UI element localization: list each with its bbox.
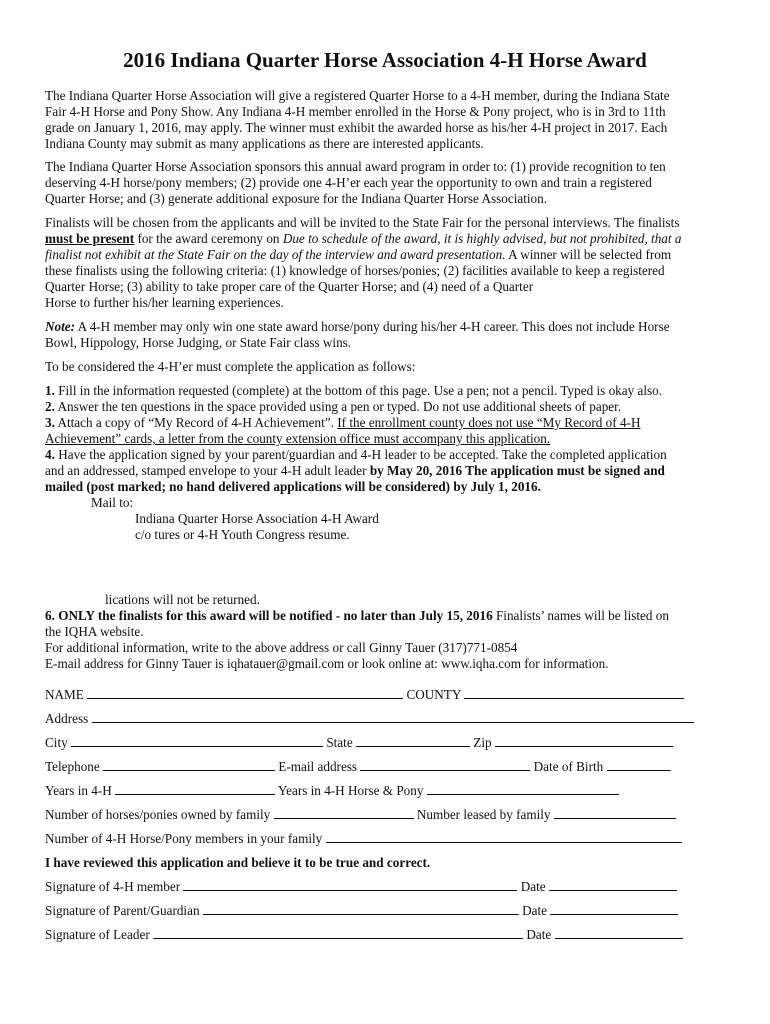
leased-label: Number leased by family <box>416 807 551 822</box>
state-label: State <box>326 735 353 750</box>
note-paragraph: Note: A 4-H member may only win one state award horse/pony during his/her 4-H career. This does not include Horse Bowl, Hippology, Horse Judging, or State Fair class wins. <box>45 319 717 351</box>
years-horse-label: Years in 4-H Horse & Pony <box>277 783 424 798</box>
sig-leader-field[interactable] <box>153 926 523 939</box>
intro-line: The Indiana Quarter Horse Association will give a registered Quarter Horse to a 4-H member, during the Indiana State <box>45 88 670 103</box>
step-6-cont: the IQHA website. <box>45 624 144 639</box>
address-label: Address <box>45 711 89 726</box>
notification-paragraph <box>45 608 717 672</box>
finalists-line: finalist not exhibit at the State Fair on the day of the interview and award presentation. A winner will be selected from <box>45 247 672 262</box>
returned-text: lications will not be returned. <box>105 592 260 607</box>
finalists-line: Quarter Horse; (3) ability to take proper care of the Quarter Horse; and (4) need of a Quarter <box>45 279 534 294</box>
city-label: City <box>45 735 68 750</box>
years-4h-field[interactable] <box>115 782 275 795</box>
finalists-line: Finalists will be chosen from the applicants and will be invited to the State Fair for the personal interviews. The finalists <box>45 215 680 230</box>
email-field[interactable] <box>360 758 530 771</box>
county-field[interactable] <box>464 686 684 699</box>
form-row-sig-leader <box>45 926 683 944</box>
owned-field[interactable] <box>274 806 414 819</box>
step-3: 3. Attach a copy of “My Record of 4-H Achievement”. If the enrollment county does not use “My Record of 4-H <box>45 415 641 430</box>
name-field[interactable] <box>87 686 403 699</box>
telephone-field[interactable] <box>103 758 275 771</box>
purpose-line: The Indiana Quarter Horse Association sponsors this annual award program in order to: (1) provide recognition to ten <box>45 159 666 174</box>
mail-address-line: c/o tures or 4-H Youth Congress resume. <box>135 527 350 542</box>
zip-field[interactable] <box>495 734 673 747</box>
sig-parent-date-field[interactable] <box>550 902 678 915</box>
step-4: 4. Have the application signed by your parent/guardian and 4-H leader to be accepted. Take the completed application <box>45 447 667 462</box>
name-label: NAME <box>45 687 84 702</box>
purpose-line: deserving 4-H horse/pony members; (2) provide one 4-H’er each year the opportunity to own and train a registered <box>45 175 652 190</box>
certify-statement: I have reviewed this application and believe it to be true and correct. <box>45 855 431 870</box>
members-field[interactable] <box>326 830 682 843</box>
intro-line: Indiana County may submit as many applications as there are interested applicants. <box>45 136 484 151</box>
address-field[interactable] <box>92 710 694 723</box>
form-row-members <box>45 830 682 848</box>
finalists-line: these finalists using the following criteria: (1) knowledge of horses/ponies; (2) facilities available to keep a registered <box>45 263 665 278</box>
contact-info: For additional information, write to the above address or call Ginny Tauer (317)771-0854 <box>45 640 518 655</box>
sig-member-date-field[interactable] <box>549 878 677 891</box>
mail-to-label: Mail to: <box>91 495 134 510</box>
finalists-line: must be present for the award ceremony on Due to schedule of the award, it is highly advised, but not prohibited, that a <box>45 231 682 246</box>
form-row-name <box>45 686 684 704</box>
zip-label: Zip <box>473 735 492 750</box>
intro-line: Fair 4-H Horse and Pony Show. Any Indiana 4-H member enrolled in the Horse & Pony project, who is in 3rd to 11th <box>45 104 666 119</box>
purpose-line: Quarter Horse; and (3) generate additional exposure for the Indiana Quarter Horse Association. <box>45 191 548 206</box>
dob-field[interactable] <box>607 758 671 771</box>
sig-member-label: Signature of 4-H member <box>45 879 181 894</box>
telephone-label: Telephone <box>45 759 100 774</box>
form-row-sig-member <box>45 878 677 896</box>
sig-leader-date-field[interactable] <box>555 926 683 939</box>
county-label: COUNTY <box>406 687 461 702</box>
members-label: Number of 4-H Horse/Pony members in your family <box>45 831 323 846</box>
years-horse-field[interactable] <box>427 782 619 795</box>
mail-address-line: Indiana Quarter Horse Association 4-H Award <box>135 511 379 526</box>
form-row-address <box>45 710 694 728</box>
step-1: 1. Fill in the information requested (complete) at the bottom of this page. Use a pen; not a pencil. Typed is okay also. <box>45 383 663 398</box>
form-row-sig-parent <box>45 902 678 920</box>
intro-line: grade on January 1, 2016, may apply. The winner must exhibit the awarded horse as his/her 4-H project in 2017. Each <box>45 120 668 135</box>
leased-field[interactable] <box>554 806 676 819</box>
date-label: Date <box>526 927 552 942</box>
finalists-line: Horse to further his/her learning experiences. <box>45 295 284 310</box>
finalists-paragraph <box>45 215 717 311</box>
date-label: Date <box>522 903 548 918</box>
step-2: 2. Answer the ten questions in the space provided using a pen or typed. Do not use additional sheets of paper. <box>45 399 622 414</box>
dob-label: Date of Birth <box>533 759 604 774</box>
form-row-telephone <box>45 758 671 776</box>
sig-leader-label: Signature of Leader <box>45 927 150 942</box>
intro-paragraph <box>45 88 717 152</box>
owned-label: Number of horses/ponies owned by family <box>45 807 271 822</box>
step-4-cont: and an addressed, stamped envelope to your 4-H adult leader by May 20, 2016 The application must be signed and <box>45 463 665 478</box>
purpose-paragraph <box>45 159 717 207</box>
considered-text: To be considered the 4-H’er must complete the application as follows: <box>45 359 416 374</box>
email-label: E-mail address <box>278 759 358 774</box>
step-6: 6. ONLY the finalists for this award will be notified - no later than July 15, 2016 Finalists’ names will be listed on <box>45 608 669 623</box>
form-row-owned <box>45 806 676 824</box>
sig-parent-label: Signature of Parent/Guardian <box>45 903 200 918</box>
city-field[interactable] <box>71 734 323 747</box>
form-row-years <box>45 782 619 800</box>
step-3-cont: Achievement” cards, a letter from the county extension office must accompany this application. <box>45 431 551 446</box>
must-be-present-text: must be present <box>45 231 135 246</box>
note-label: Note: <box>45 319 76 334</box>
page-title: 2016 Indiana Quarter Horse Association 4-H Horse Award <box>123 48 647 72</box>
sig-member-field[interactable] <box>183 878 517 891</box>
steps-list <box>45 383 717 543</box>
note-line: Bowl, Hippology, Horse Judging, or State Fair class wins. <box>45 335 352 350</box>
sig-parent-field[interactable] <box>203 902 519 915</box>
step-4-deadline: mailed (post marked; no hand delivered applications will be considered) by July 1, 2016. <box>45 479 541 494</box>
contact-email: E-mail address for Ginny Tauer is iqhatauer@gmail.com or look online at: www.iqha.com for information. <box>45 656 609 671</box>
date-label: Date <box>520 879 546 894</box>
form-row-city <box>45 734 673 752</box>
years-4h-label: Years in 4-H <box>45 783 112 798</box>
state-field[interactable] <box>356 734 470 747</box>
